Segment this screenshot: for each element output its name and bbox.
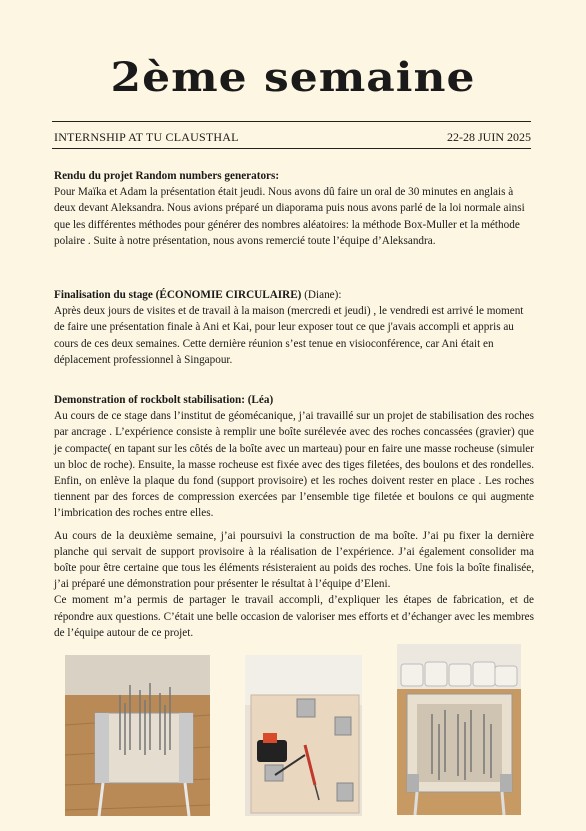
section-body-2: Au cours de la deuxième semaine, j’ai poursuivi la construction de ma boîte. J’ai pu fixer la dernière planche qui servait de support provisoire à la réalisation de l’expérience. J’ai également consolider ma boîte pour être certaine que tous les éléments résisteraient au poids des roches. Une fois la boîte finalisée, j’ai préparé une démonstration pour présenter le résultat à l’équipe d’Eleni. — [54, 529, 534, 591]
header-program: INTERNSHIP AT TU CLAUSTHAL — [54, 130, 239, 144]
header-dates: 22-28 JUIN 2025 — [447, 130, 531, 144]
section-random-numbers — [54, 168, 534, 249]
section-finalisation — [54, 287, 534, 368]
photo-board-drill — [245, 655, 362, 816]
section-body-3: Ce moment m’a permis de partager le travail accompli, d’expliquer les étapes de fabrication, et de répondre aux questions. C’était une belle occasion de valoriser mes efforts et d’échanger avec les membres de l’équipe autour de ce projet. — [54, 594, 534, 639]
section-body: Pour Maïka et Adam la présentation était jeudi. Nous avons dû faire un oral de 30 minutes en anglais à deux devant Aleksandra. Nous avions préparé un diaporama puis nous avons parlé de la loi normale ainsi que les différentes méthodes pour générer des nombres aléatoires: la méthode Box-Muller et la méthode polaire . Suite à notre présentation, nous avons remercié toute l’équipe d’Aleksandra. — [54, 186, 525, 247]
section-heading-author: (Diane): — [301, 289, 342, 301]
section-heading: Rendu du projet Random numbers generators: — [54, 170, 280, 182]
header-rule-top — [52, 121, 531, 122]
photo-box-rocks — [397, 644, 521, 815]
section-rockbolt — [54, 392, 534, 641]
section-heading: Demonstration of rockbolt stabilisation: (Léa) — [54, 394, 274, 406]
section-body: Après deux jours de visites et de travail à la maison (mercredi et jeudi) , le vendredi est arrivé le moment de faire une présentation finale à Ani et Kai, pour leur exposer tout ce que j'avais accompli et appris au cours de ces deux semaines. Cette dernière réunion s’est tenue en visioconférence, car Ani était en déplacement professionnel à Singapour. — [54, 305, 524, 366]
page-title: 2ème semaine — [110, 54, 476, 101]
header-rule-bottom — [52, 148, 531, 149]
section-heading: Finalisation du stage (ÉCONOMIE CIRCULAIRE) — [54, 289, 302, 301]
section-body: Au cours de ce stage dans l’institut de géomécanique, j’ai travaillé sur un projet de stabilisation des roches par ancrage . L’expérience consiste à remplir une boîte surélevée avec des roches concassées (gravier) que je compacte( en tapant sur les côtés de la boîte avec un marteau) pour en faire une masse rocheuse (simuler un bloc de roche). Ensuite, la masse rocheuse est fixée avec des tiges filetées, des boulons et des rondelles. Enfin, on enlève la plaque du fond (support provisoire) et les roches doivent rester en place . Les roches tiennent par des forces de compression exercées par l’ensemble tige filetée et boulons ce qui augmente l’imbrication des roches entre elles. — [54, 410, 534, 520]
photo-box-bolts — [65, 655, 210, 816]
